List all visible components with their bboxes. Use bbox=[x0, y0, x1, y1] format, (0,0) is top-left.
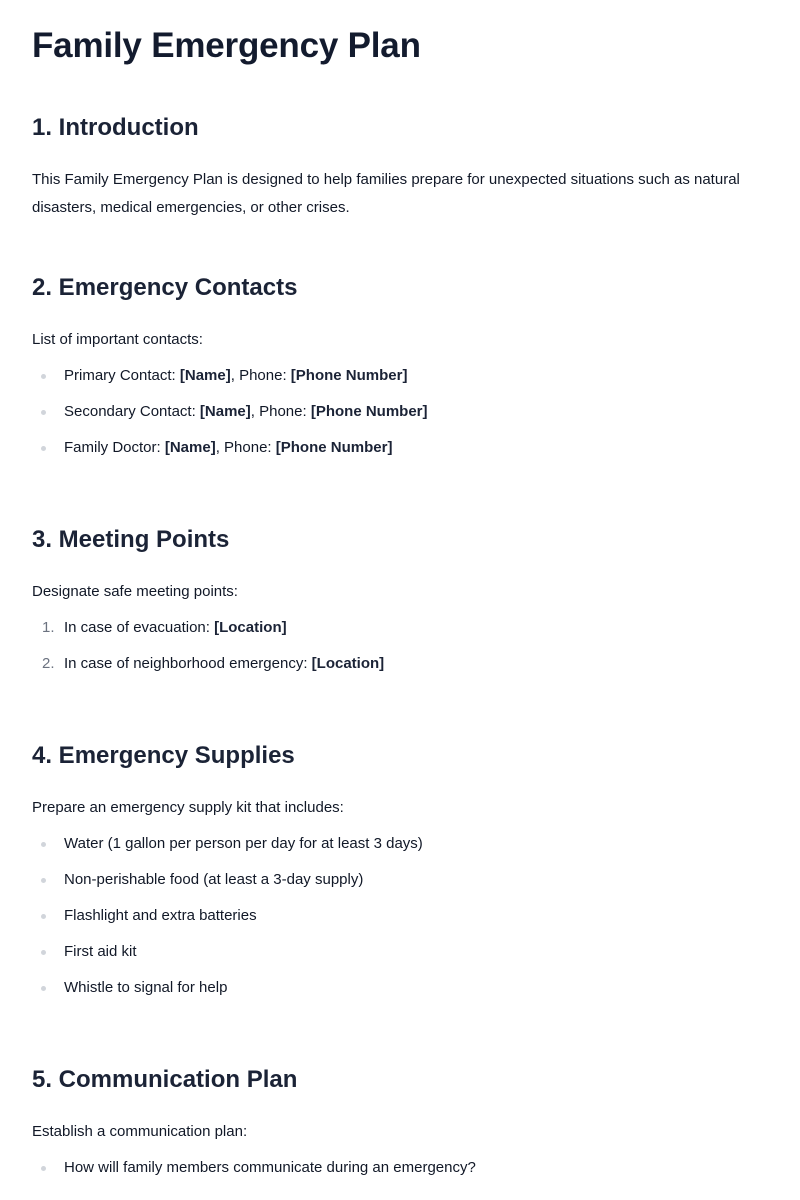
list-item: Water (1 gallon per person per day for at least 3 days) bbox=[32, 834, 768, 854]
list-item: Non-perishable food (at least a 3-day supply) bbox=[32, 870, 768, 890]
section-emergency-supplies bbox=[32, 740, 768, 998]
section-emergency-contacts bbox=[32, 272, 768, 458]
contacts-list bbox=[32, 366, 768, 458]
section-heading: 3. Meeting Points bbox=[32, 526, 230, 553]
list-item: First aid kit bbox=[32, 942, 768, 962]
section-meeting-points bbox=[32, 524, 768, 674]
section-heading: 4. Emergency Supplies bbox=[32, 742, 295, 769]
section-heading: 2. Emergency Contacts bbox=[32, 274, 298, 301]
supplies-list bbox=[32, 834, 768, 998]
list-item: Primary Contact: [Name], Phone: [Phone Number] bbox=[32, 366, 768, 386]
section-text: This Family Emergency Plan is designed to help families prepare for unexpected situations such as natural disasters, medical emergencies, or other crises. bbox=[32, 171, 740, 216]
section-intro: Prepare an emergency supply kit that includes: bbox=[32, 799, 344, 816]
section-intro: Establish a communication plan: bbox=[32, 1123, 248, 1140]
list-item: Flashlight and extra batteries bbox=[32, 906, 768, 926]
section-intro: List of important contacts: bbox=[32, 331, 203, 348]
section-heading: 5. Communication Plan bbox=[32, 1066, 298, 1093]
section-communication-plan bbox=[32, 1064, 768, 1178]
section-heading: 1. Introduction bbox=[32, 114, 199, 141]
section-intro: Designate safe meeting points: bbox=[32, 583, 238, 600]
meeting-points-list bbox=[32, 618, 768, 674]
list-item: Family Doctor: [Name], Phone: [Phone Number] bbox=[32, 438, 768, 458]
list-item: Whistle to signal for help bbox=[32, 978, 768, 998]
page-title: Family Emergency Plan bbox=[32, 26, 421, 65]
list-item: 2. In case of neighborhood emergency: [Location] bbox=[42, 655, 385, 672]
list-item: How will family members communicate during an emergency? bbox=[32, 1158, 768, 1178]
list-item: Secondary Contact: [Name], Phone: [Phone Number] bbox=[32, 402, 768, 422]
section-introduction bbox=[32, 112, 768, 222]
list-item: 1. In case of evacuation: [Location] bbox=[42, 619, 287, 636]
communication-list bbox=[32, 1158, 768, 1178]
